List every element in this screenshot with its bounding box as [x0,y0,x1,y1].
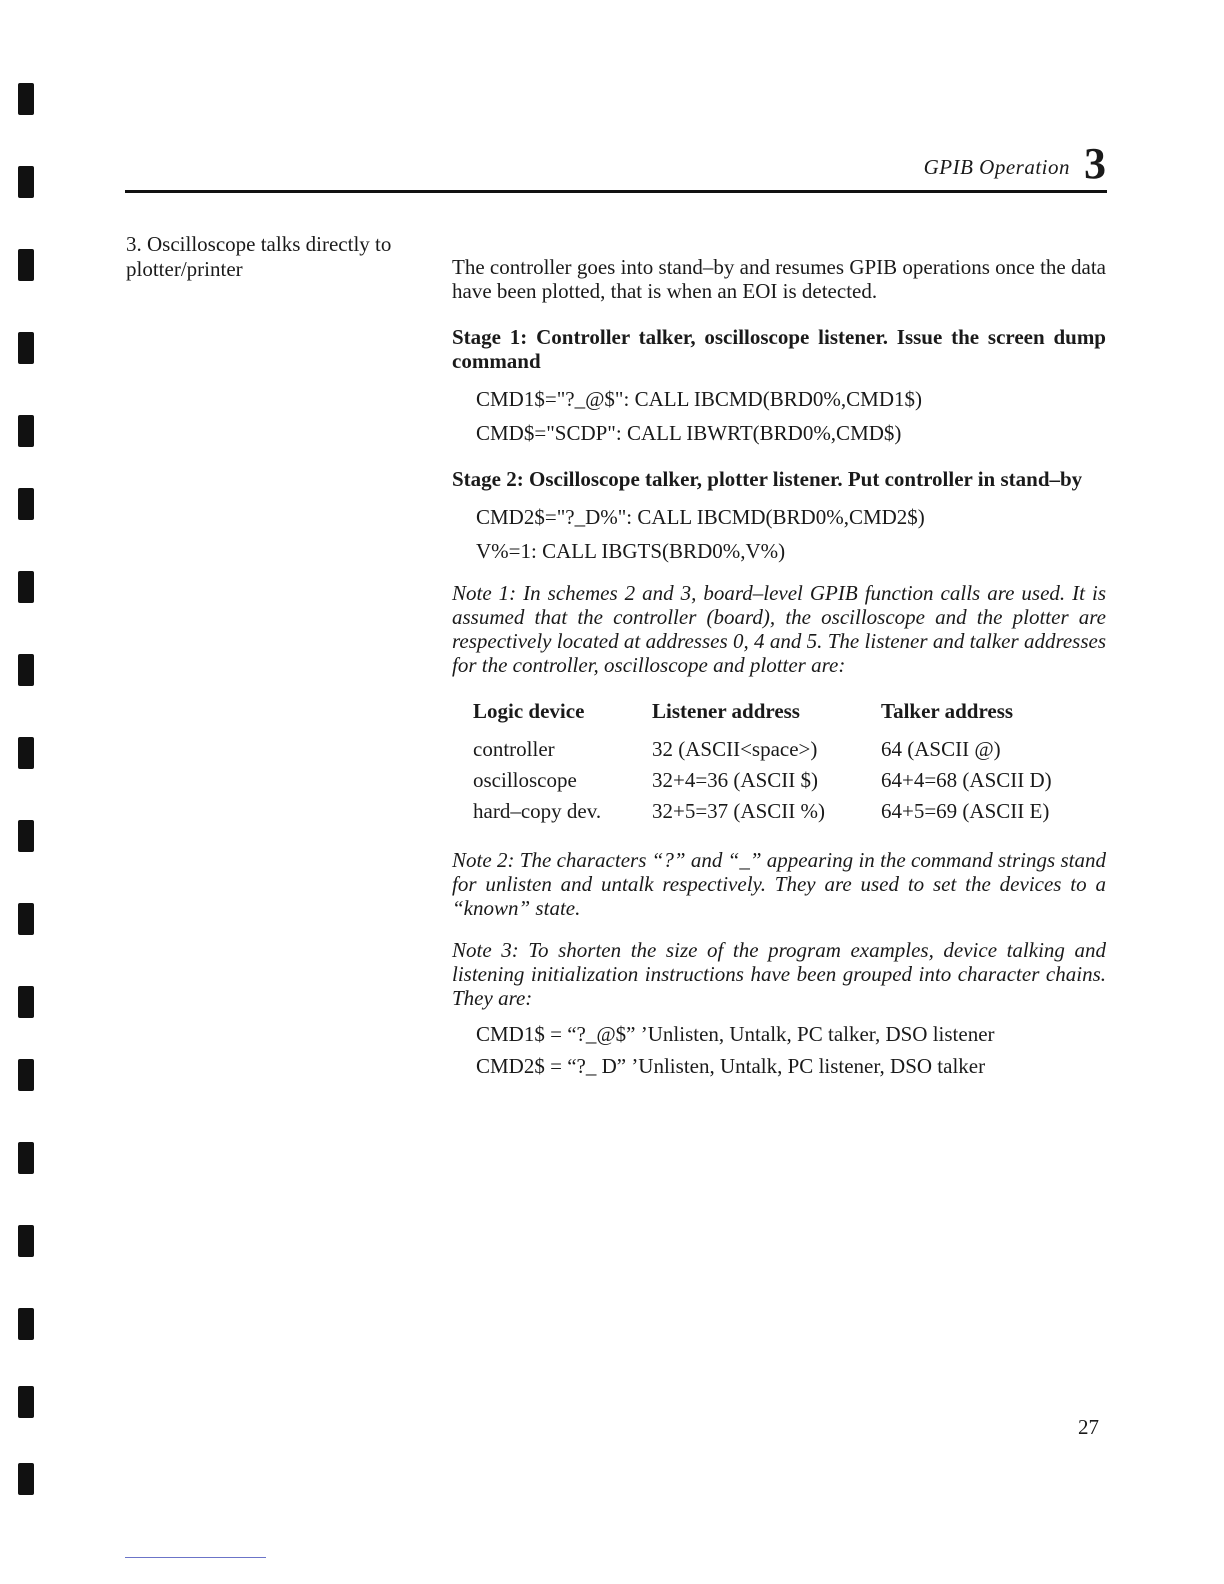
binder-mark [18,654,34,686]
note-3: Note 3: To shorten the size of the program examples, device talking and listening initialization instructions have been grouped into character chains. They are: [452,938,1106,1010]
binder-mark [18,737,34,769]
note-1: Note 1: In schemes 2 and 3, board–level GPIB function calls are used. It is assumed that the controller (board), the oscilloscope and the plotter are respectively located at addresses 0, 4 and 5. The listener and talker addresses for the controller, oscilloscope and plotter are: [452,581,1106,677]
binder-mark [18,903,34,935]
table-cell: controller [473,737,555,761]
table-cell: hard–copy dev. [473,799,602,823]
table-header: Talker address [881,699,1014,723]
table-cell: 32+4=36 (ASCII $) [652,768,819,792]
table-cell: 32+5=37 (ASCII %) [652,799,826,823]
stage1-code-line: CMD$="SCDP": CALL IBWRT(BRD0%,CMD$) [476,421,902,445]
binder-mark [18,83,34,115]
table-cell: 32 (ASCII<space>) [652,737,818,761]
stage2-heading: Stage 2: Oscilloscope talker, plotter listener. Put controller in stand–by [452,467,1083,491]
stage1-code-line: CMD1$="?_@$": CALL IBCMD(BRD0%,CMD1$) [476,387,922,411]
binder-mark [18,1059,34,1091]
chapter-number: 3 [1084,139,1106,188]
table-header-row [473,699,1052,737]
binder-mark [18,986,34,1018]
table-cell: 64+5=69 (ASCII E) [881,799,1050,823]
binder-mark [18,415,34,447]
main-content [452,255,1106,1078]
binder-mark [18,1386,34,1418]
page-number: 27 [1078,1415,1099,1439]
intro-paragraph: The controller goes into stand–by and resumes GPIB operations once the data have been plotted, that is when an EOI is detected. [452,255,1106,303]
address-table [473,699,1052,830]
binder-mark [18,1463,34,1495]
binder-mark [18,249,34,281]
table-cell: 64 (ASCII @) [881,737,1001,761]
table-header: Listener address [652,699,800,723]
side-heading: 3. Oscilloscope talks directly to plotter/printer [126,232,392,281]
table-cell: 64+4=68 (ASCII D) [881,768,1052,792]
table-header: Logic device [473,699,585,723]
character-chain: CMD2$ = “?_ D” ’Unlisten, Untalk, PC listener, DSO talker [476,1054,986,1078]
table-row [473,737,1052,768]
header-title: GPIB Operation [923,155,1070,179]
header-rule [125,190,1107,193]
binder-mark [18,1225,34,1257]
table-cell: oscilloscope [473,768,577,792]
binder-mark [18,488,34,520]
binder-mark [18,332,34,364]
stage2-code-line: CMD2$="?_D%": CALL IBCMD(BRD0%,CMD2$) [476,505,925,529]
page-header [924,130,1106,190]
table-row [473,768,1052,799]
binder-mark [18,571,34,603]
stage2-code-line: V%=1: CALL IBGTS(BRD0%,V%) [476,539,786,563]
footer-line [125,1557,266,1558]
binder-mark [18,1142,34,1174]
binder-mark [18,166,34,198]
binder-mark [18,820,34,852]
note-2: Note 2: The characters “?” and “_” appearing in the command strings stand for unlisten and untalk respectively. They are used to set the devices to a “known” state. [452,848,1106,920]
table-row [473,799,1052,830]
character-chain: CMD1$ = “?_@$” ’Unlisten, Untalk, PC talker, DSO listener [476,1022,995,1046]
binder-mark [18,1308,34,1340]
stage1-heading: Stage 1: Controller talker, oscilloscope listener. Issue the screen dump command [452,325,1106,373]
